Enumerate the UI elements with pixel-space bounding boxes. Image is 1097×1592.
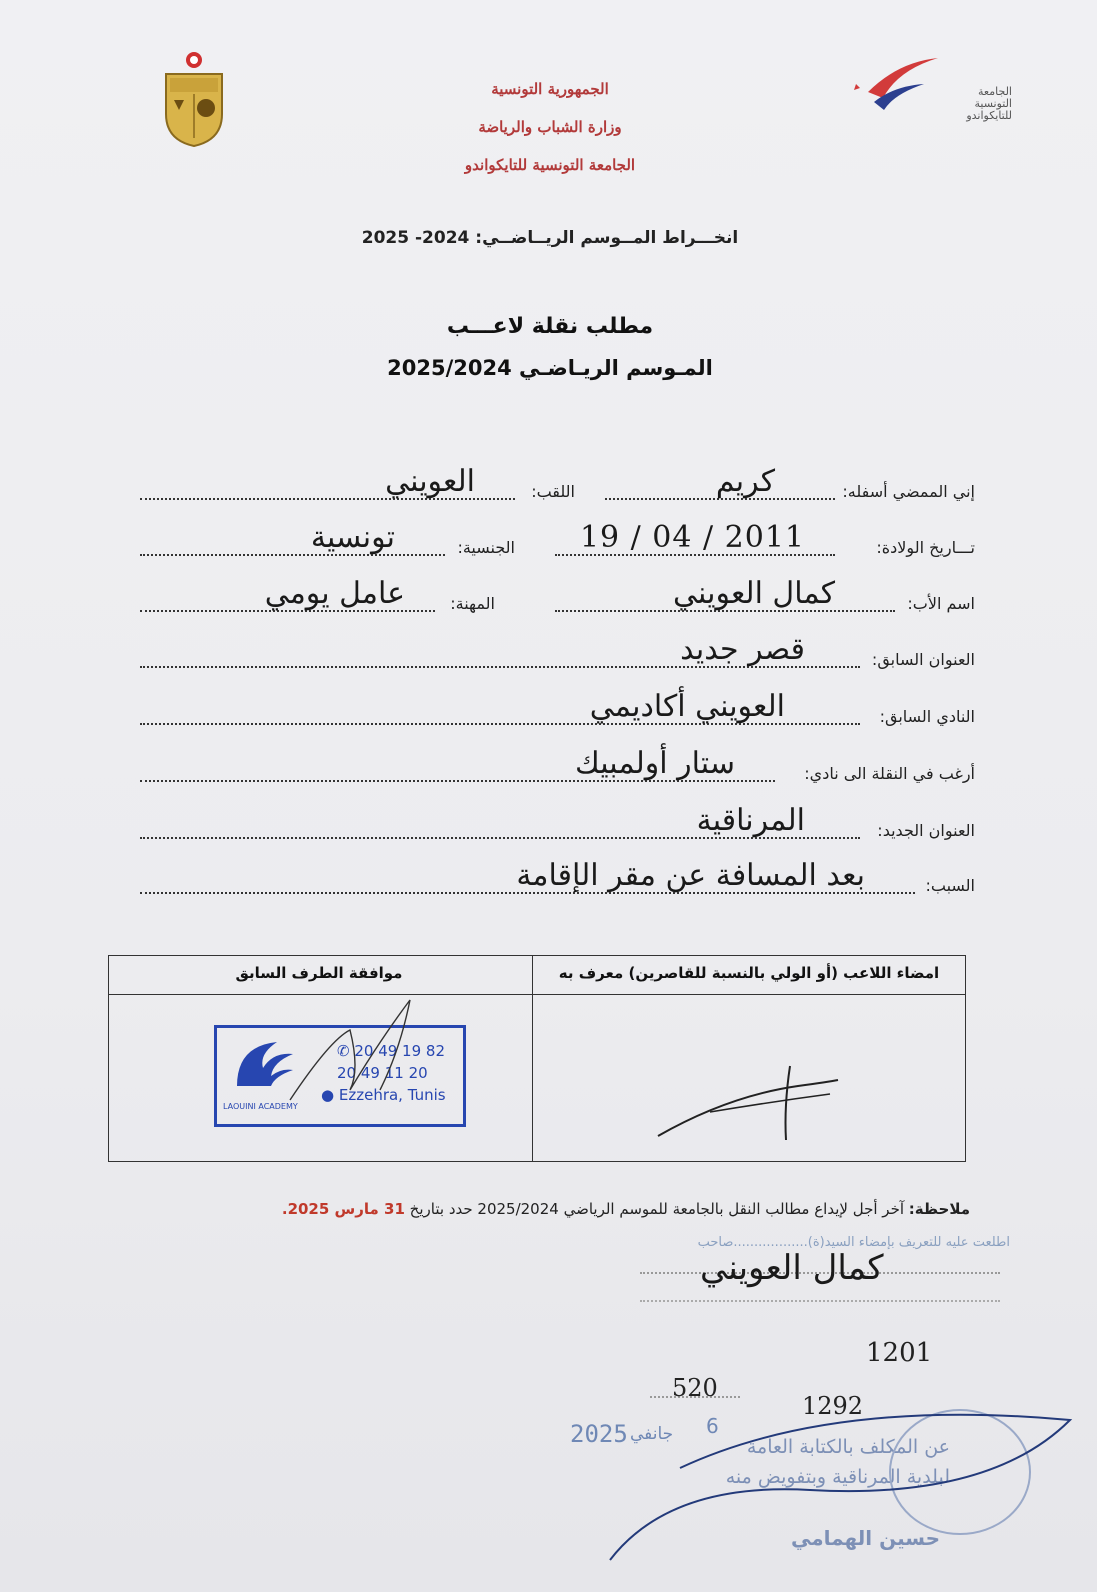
header-country: الجمهورية التونسية <box>491 80 609 98</box>
nationality-value: تونسية <box>310 520 395 555</box>
document-title: مطلب نقلة لاعـــب <box>446 314 654 339</box>
row-previous-address <box>140 632 975 680</box>
profession-value: عامل يومي <box>264 576 405 611</box>
document-subtitle: المـوسم الريـاضـي 2025/2024 <box>387 356 713 380</box>
previous-address-label: العنوان السابق: <box>871 650 975 669</box>
federation-logo-text: الجامعة التونسية للتايكواندو <box>966 85 1012 122</box>
birth-date-label: تـــاريخ الولادة: <box>876 538 975 557</box>
father-name-value: كمال العويني <box>673 576 835 611</box>
deadline-note <box>200 1200 970 1218</box>
previous-approval-header: موافقة الطرف السابق <box>235 964 403 982</box>
new-address-value: المرناقية <box>696 803 805 838</box>
new-address-label: العنوان الجديد: <box>877 821 975 840</box>
legalization-month: جانفي <box>630 1424 674 1444</box>
previous-club-label: النادي السابق: <box>879 707 975 726</box>
previous-address-value: قصر جديد <box>680 632 805 667</box>
table-divider-vertical <box>532 956 533 1161</box>
row-target-club <box>140 746 975 794</box>
table-divider-horizontal <box>109 994 965 995</box>
nationality-label: الجنسية: <box>457 538 515 557</box>
stamp-phone-1: ✆ 20 49 19 82 <box>337 1042 445 1060</box>
row-new-address <box>140 803 975 851</box>
legalization-header: اطلعت عليه للتعريف بإمضاء السيد(ة)..................صاحب <box>697 1235 1010 1250</box>
row-reason <box>140 858 975 906</box>
season-line: انخـــراط المــوسم الريــاضــي: 2024- 2025 <box>361 228 739 248</box>
legalization-number-1: 1201 <box>866 1338 933 1368</box>
legalization-number-3: 1292 <box>802 1392 864 1420</box>
note-text: آخر أجل لإيداع مطالب النقل بالجامعة للموسم الرياضي 2025/2024 حدد بتاريخ <box>409 1200 905 1218</box>
row-name <box>140 464 975 512</box>
previous-party-signature-scribble <box>280 990 430 1120</box>
note-deadline: 31 مارس 2025. <box>281 1200 405 1218</box>
legalization-day: 6 <box>706 1414 719 1438</box>
reason-label: السبب: <box>925 876 975 895</box>
header-ministry: وزارة الشباب والرياضة <box>478 118 622 136</box>
first-name-value: كريم <box>715 464 775 499</box>
reason-value: بعد المسافة عن مقر الإقامة <box>516 858 865 893</box>
tunisia-emblem-icon <box>160 50 228 148</box>
surname-value: العويني <box>385 464 475 499</box>
row-father <box>140 576 975 624</box>
father-name-label: اسم الأب: <box>907 594 975 613</box>
previous-club-value: العويني أكاديمي <box>589 689 785 724</box>
nationality-dots <box>140 554 445 556</box>
player-signature-header: امضاء اللاعب (أو الولي بالنسبة للقاصرين) معرف به <box>558 964 940 982</box>
legalization-number-2: 520 <box>672 1374 718 1402</box>
header-federation: الجامعة التونسية للتايكواندو <box>464 156 636 174</box>
legalization-signer: حسين الهمامي <box>791 1526 940 1550</box>
federation-logo <box>848 52 1018 136</box>
target-club-label: أرغب في النقلة الى نادي: <box>804 764 975 783</box>
player-signature-scribble <box>650 1060 850 1150</box>
municipal-seal-scribble <box>600 1392 1097 1592</box>
legalization-office-1: عن المكلف بالكتابة العامة <box>746 1436 950 1458</box>
row-birth <box>140 520 975 568</box>
target-club-value: ستار أولمبيك <box>574 746 735 781</box>
surname-label: اللقب: <box>531 482 575 501</box>
legalization-year: 2025 <box>570 1420 628 1448</box>
note-label: ملاحظة: <box>908 1200 970 1218</box>
legalization-name-hand: كمال العويني <box>700 1248 884 1288</box>
row-previous-club <box>140 689 975 737</box>
legalization-dots-2 <box>640 1300 1000 1302</box>
first-name-label: إني الممضي أسفله: <box>842 482 975 501</box>
profession-label: المهنة: <box>450 594 495 613</box>
stamp-phone-2: 20 49 11 20 <box>337 1064 428 1082</box>
legalization-office-2: لبلدية المرناقية وبتفويض منه <box>725 1466 950 1488</box>
stamp-academy: LAOUINI ACADEMY <box>223 1102 298 1111</box>
stamp-city: ● Ezzehra, Tunis <box>321 1086 446 1104</box>
birth-date-value: 19 / 04 / 2011 <box>579 520 805 555</box>
header-block <box>380 70 720 184</box>
